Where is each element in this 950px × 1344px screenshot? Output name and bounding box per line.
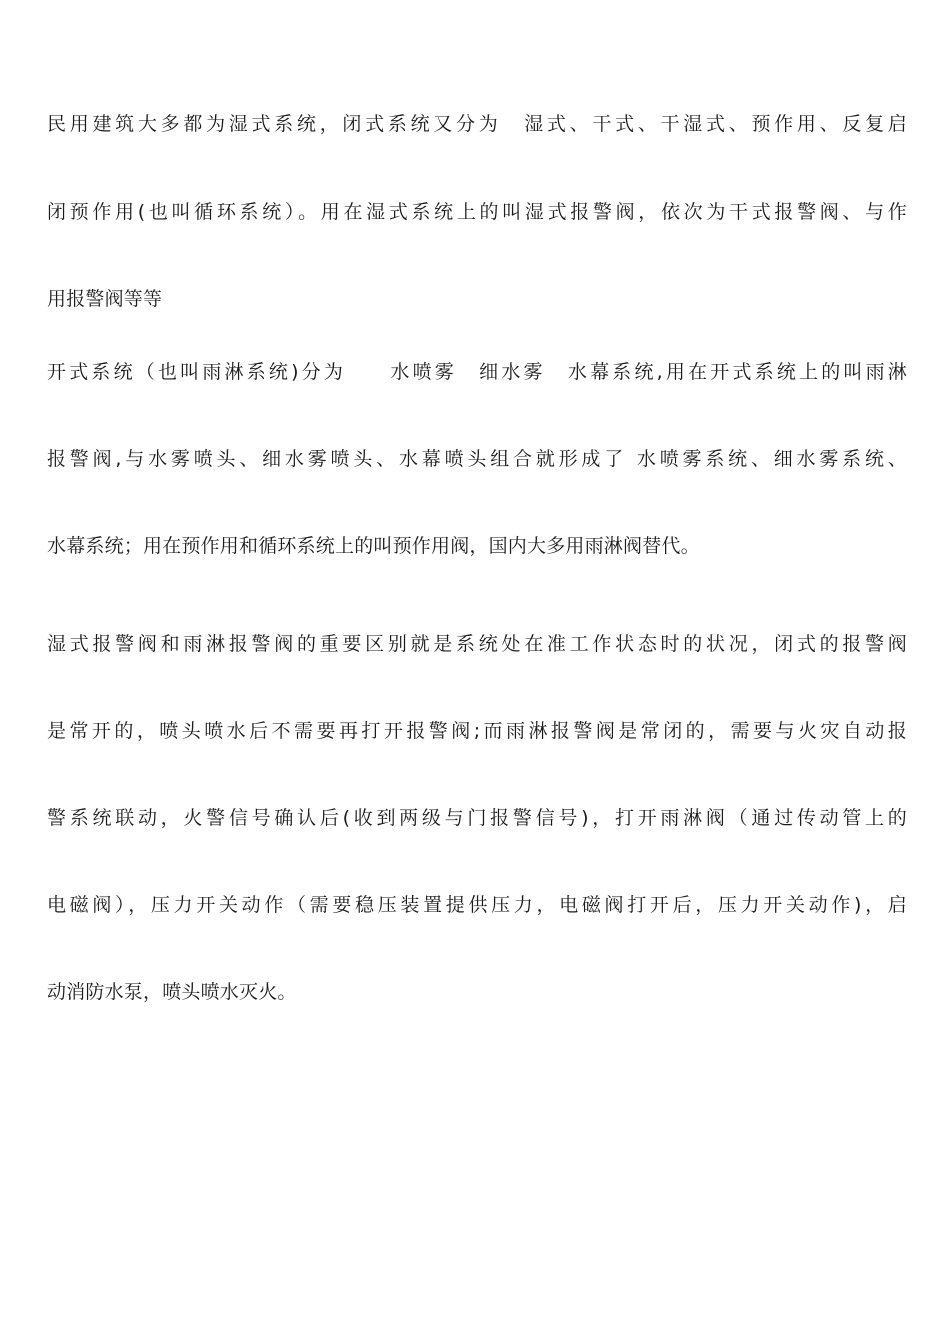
text-line: 警系统联动，火警信号确认后(收到两级与门报警信号)，打开雨淋阀（通过传动管上的	[47, 807, 907, 829]
text-line: 是常开的，喷头喷水后不需要再打开报警阀;而雨淋报警阀是常闭的，需要与火灾自动报	[47, 720, 907, 742]
text-line: 开式系统（也叫雨淋系统)分为 水喷雾 细水雾 水幕系统,用在开式系统上的叫雨淋	[47, 361, 907, 383]
text-line: 动消防水泵，喷头喷水灭火。	[47, 981, 297, 1003]
text-line: 用报警阀等等	[47, 288, 163, 310]
text-line: 民用建筑大多都为湿式系统，闭式系统又分为 湿式、干式、干湿式、预作用、反复启	[47, 113, 907, 135]
text-line: 报警阀,与水雾喷头、细水雾喷头、水幕喷头组合就形成了 水喷雾系统、细水雾系统、	[47, 448, 907, 470]
text-line: 电磁阀），压力开关动作（需要稳压装置提供压力，电磁阀打开后，压力开关动作)，启	[47, 894, 907, 916]
text-line: 闭预作用(也叫循环系统）。用在湿式系统上的叫湿式报警阀，依次为干式报警阀、与作	[47, 201, 907, 223]
text-line: 水幕系统；用在预作用和循环系统上的叫预作用阀，国内大多用雨淋阀替代。	[47, 535, 700, 557]
text-line: 湿式报警阀和雨淋报警阀的重要区别就是系统处在准工作状态时的状况，闭式的报警阀	[47, 633, 907, 655]
